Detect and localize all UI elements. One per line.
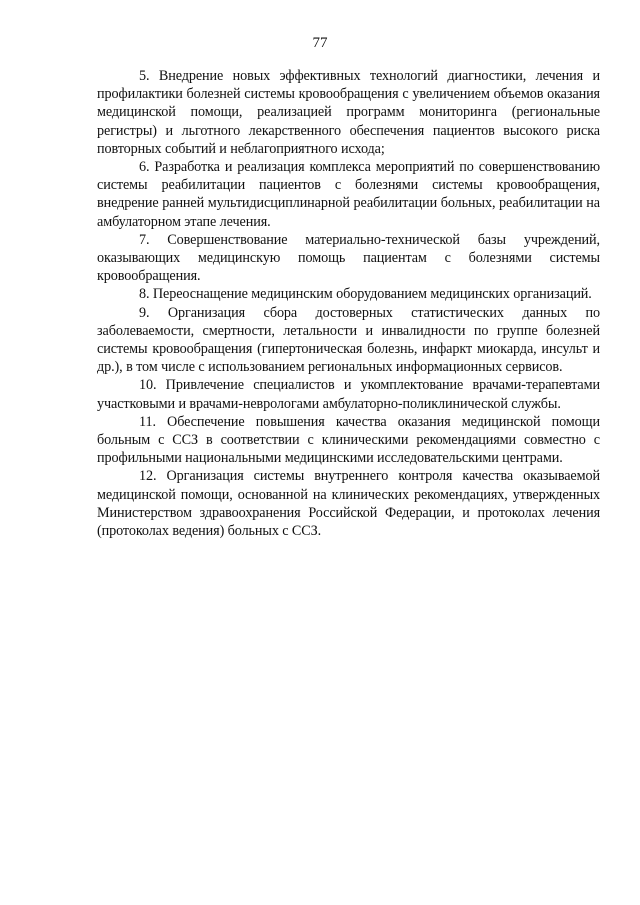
paragraph-item-10: 10. Привлечение специалистов и укомплектование врачами-терапевтами участковыми и врачами-неврологами амбулаторно-поликлинической службы. — [97, 377, 600, 412]
paragraph-item-7: 7. Совершенствование материально-технической базы учреждений, оказывающих медицинскую помощь пациентам с болезнями системы кровообращения. — [97, 231, 600, 285]
paragraph-item-11: 11. Обеспечение повышения качества оказания медицинской помощи больным с ССЗ в соответствии с клиническими рекомендациями совместно с профильными национальными медицинскими исследовательскими центрами. — [97, 413, 600, 467]
paragraph-item-6: 6. Разработка и реализация комплекса мероприятий по совершенствованию системы реабилитации пациентов с болезнями системы кровообращения, внедрение ранней мультидисциплинарной реабилитации больных, реабилитации на амбулаторном этапе лечения. — [97, 159, 600, 230]
page-number: 77 — [312, 35, 328, 51]
paragraph-item-5: 5. Внедрение новых эффективных технологий диагностики, лечения и профилактики болезней системы кровообращения с увеличением объемов оказания медицинской помощи, реализацией программ мониторинга (региональные регистры) и льготного лекарственного обеспечения пациентов высокого риска повторных событий и неблагоприятного исхода; — [97, 68, 600, 157]
paragraph-item-8: 8. Переоснащение медицинским оборудованием медицинских организаций. — [139, 286, 592, 303]
paragraph-item-9: 9. Организация сбора достоверных статистических данных по заболеваемости, смертности, летальности и инвалидности по группе болезней системы кровообращения (гипертоническая болезнь, инфаркт миокарда, инсульт и др.), в том числе с использованием региональных информационных сервисов. — [97, 304, 600, 376]
paragraph-item-12: 12. Организация системы внутреннего контроля качества оказываемой медицинской помощи, основанной на клинических рекомендациях, утвержденных Министерством здравоохранения Российской Федерации, и протоколах лечения (протоколах ведения) больных с ССЗ. — [97, 468, 600, 540]
document-body — [97, 67, 600, 540]
